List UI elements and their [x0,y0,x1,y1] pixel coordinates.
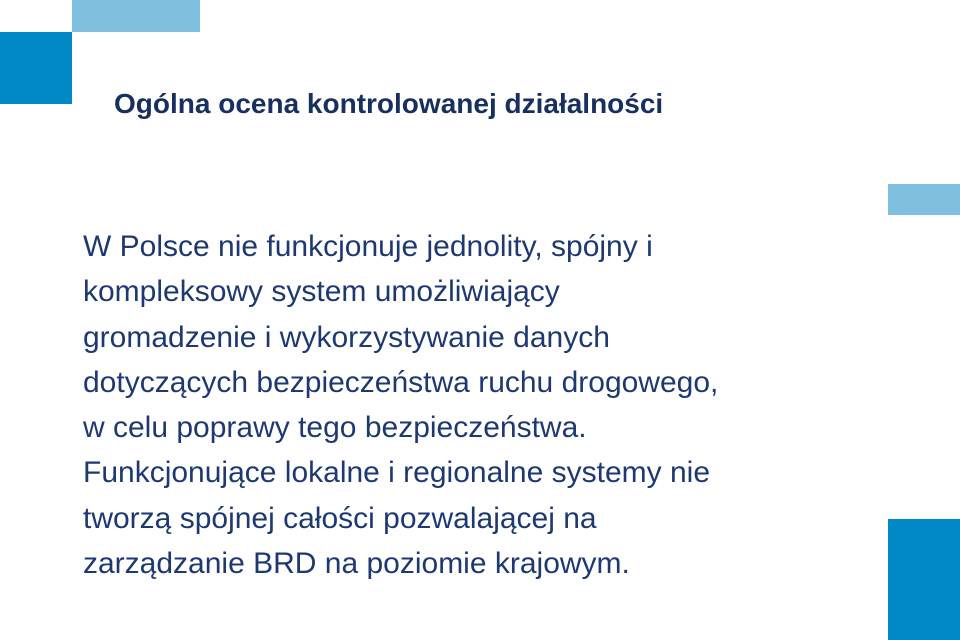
decorative-square-right-dark [888,519,960,640]
decorative-square-top-light [72,0,200,32]
decorative-square-right-light [888,184,960,215]
body-line: W Polsce nie funkcjonuje jednolity, spójny i [83,230,653,263]
body-line: Funkcjonujące lokalne i regionalne systemy nie [83,456,711,490]
body-line: gromadzenie i wykorzystywanie danych [83,320,610,354]
body-line: w celu poprawy tego bezpieczeństwa. [83,411,587,445]
body-line: zarządzanie BRD na poziomie krajowym. [83,547,630,581]
body-line: kompleksowy system umożliwiający [83,275,560,309]
body-line: dotyczących bezpieczeństwa ruchu drogowego, [83,365,719,399]
slide-body [83,224,883,586]
slide-title: Ogólna ocena kontrolowanej działalności [114,88,664,119]
decorative-square-top-dark [0,32,72,104]
body-line: tworzą spójnej całości pozwalającej na [83,501,597,535]
